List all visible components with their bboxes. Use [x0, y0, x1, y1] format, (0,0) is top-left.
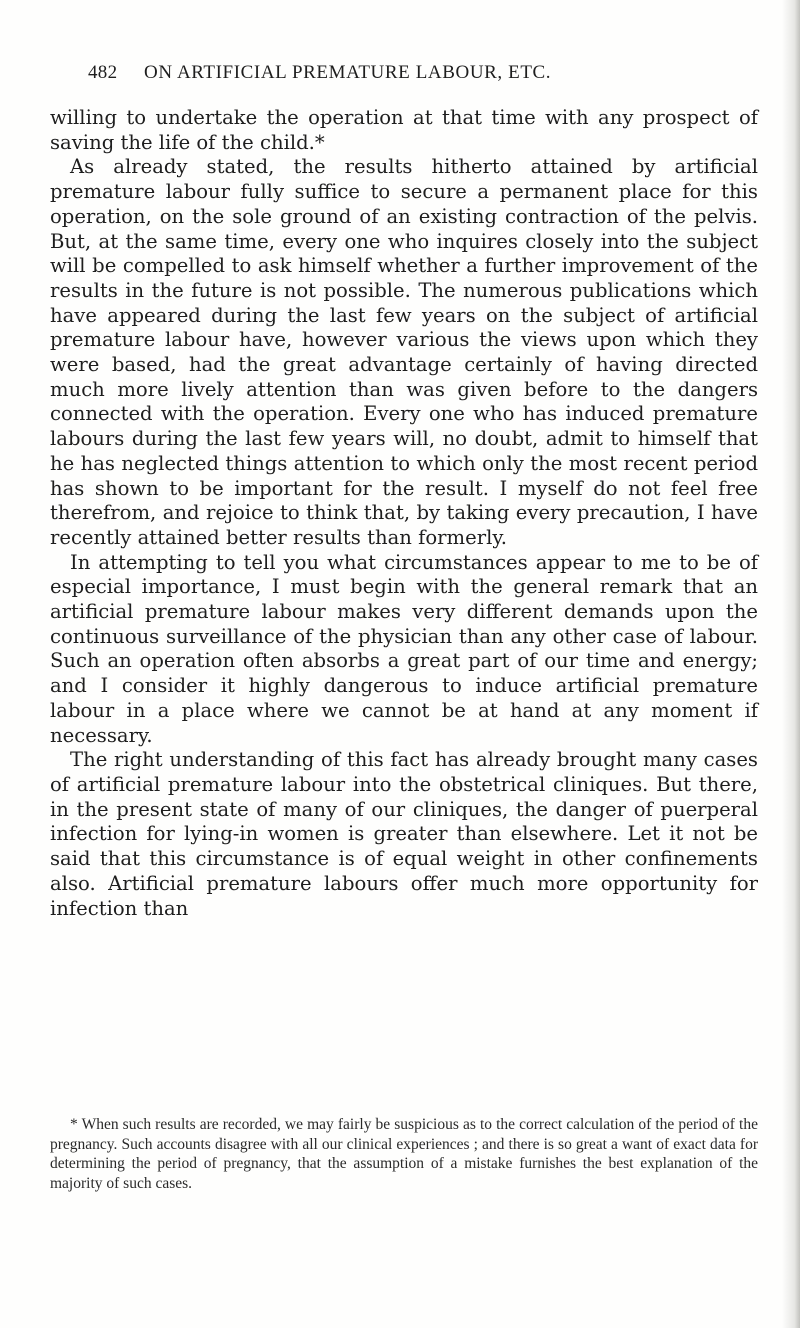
footnote: [50, 1115, 758, 1193]
paragraph-continuation: willing to undertake the operation at that time with any prospect of saving the life of the child.*: [50, 106, 758, 154]
running-head-title: ON ARTIFICIAL PREMATURE LABOUR, ETC.: [144, 62, 552, 83]
paragraph: As already stated, the results hitherto attained by artificial premature labour fully suffice to secure a permanent place for this operation, on the sole ground of an existing contraction of the pelvis. But, at the same time, every one who inquires closely into the subject will be compelled to ask himself whether a further improvement of the results in the future is not possible. The numerous publications which have appeared during the last few years on the subject of artificial premature labour have, however various the views upon which they were based, had the great advantage certainly of having directed much more lively attention than was given before to the dangers connected with the operation. Every one who has induced premature labours during the last few years will, no doubt, admit to himself that he has neglected things attention to which only the most recent period has shown to be important for the result. I myself do not feel free therefrom, and rejoice to think that, by taking every precaution, I have recently attained better results than formerly.: [50, 155, 758, 549]
paragraph: The right understanding of this fact has already brought many cases of artificial premature labour into the obstetrical cliniques. But there, in the present state of many of our cliniques, the danger of puerperal infection for lying-in women is greater than elsewhere. Let it not be said that this circumstance is of equal weight in other confinements also. Artificial premature labours offer much more opportunity for infection than: [50, 748, 758, 920]
footnote-text: * When such results are recorded, we may fairly be suspicious as to the correct calculation of the period of the pregnancy. Such accounts disagree with all our clinical experiences ; and there is so great a want of exact data for determining the period of pregnancy, that the assumption of a mistake furnishes the best explanation of the majority of such cases.: [50, 1116, 758, 1192]
page-edge-shadow: [782, 0, 800, 1328]
body-text: [50, 106, 758, 921]
page-number: 482: [88, 62, 118, 83]
paragraph: In attempting to tell you what circumstances appear to me to be of especial importance, I must begin with the general remark that an artificial premature labour makes very different demands upon the continuous surveillance of the physician than any other case of labour. Such an operation often absorbs a great part of our time and energy; and I consider it highly dangerous to induce artificial premature labour in a place where we cannot be at hand at any moment if necessary.: [50, 550, 758, 747]
running-head: [88, 62, 738, 92]
